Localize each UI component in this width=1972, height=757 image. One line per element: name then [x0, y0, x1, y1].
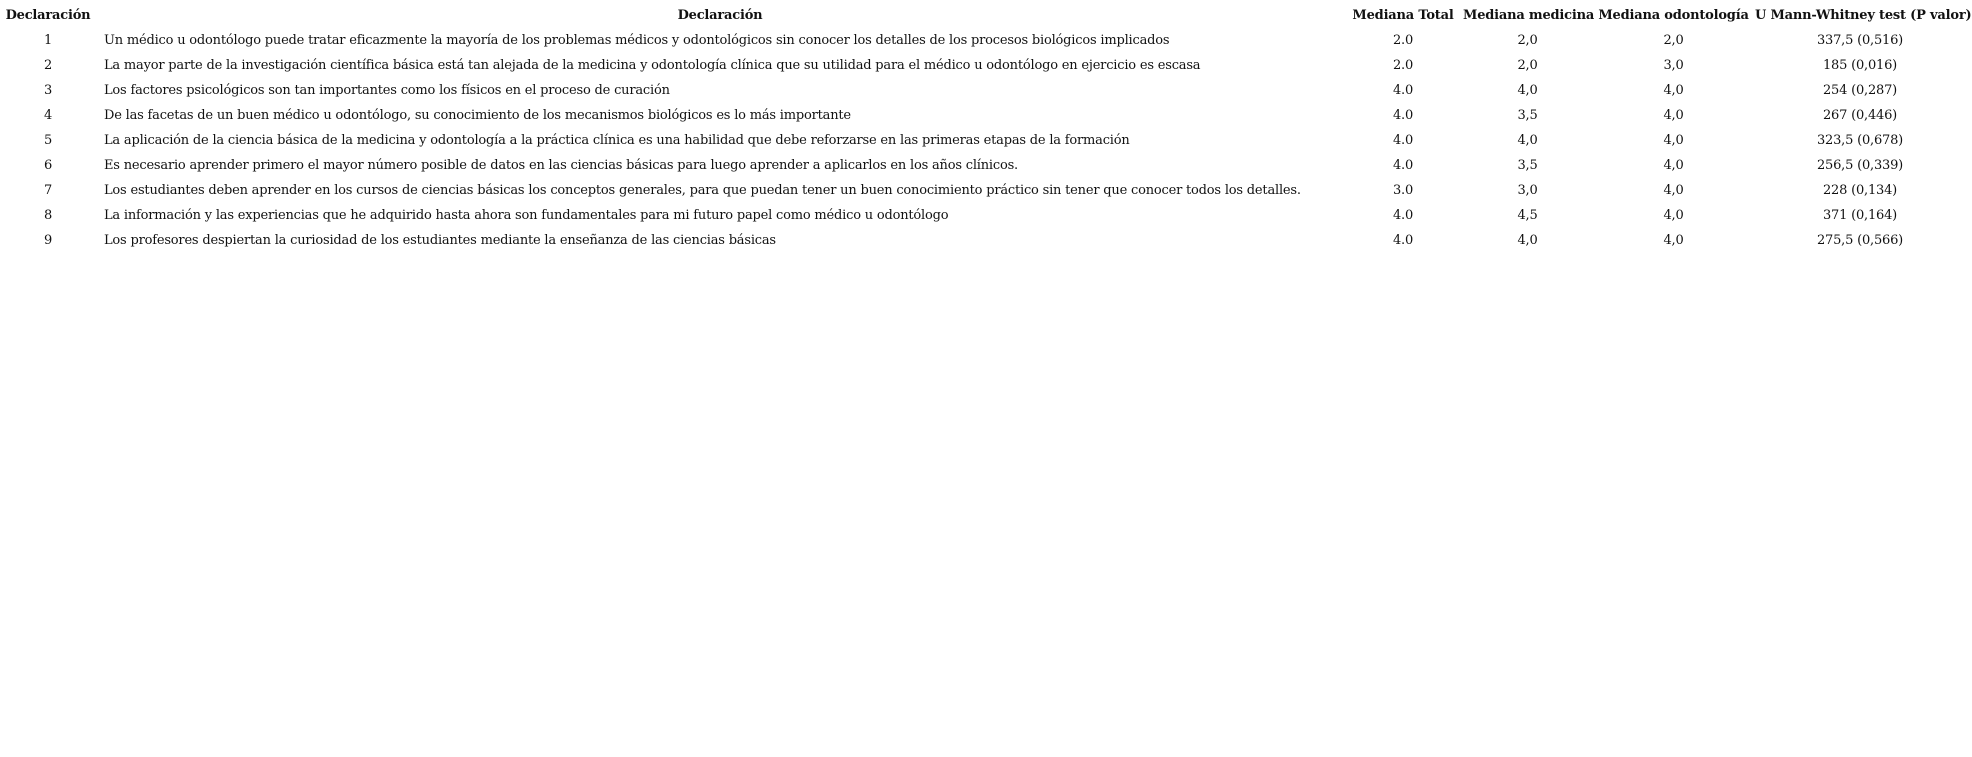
row-median-medicine: 2,0 — [1517, 33, 1538, 48]
row-statement: Los factores psicológicos son tan importantes como los físicos en el proceso de curación — [104, 83, 670, 98]
row-median-dentistry: 4,0 — [1663, 183, 1684, 198]
row-median-medicine: 4,0 — [1517, 133, 1538, 148]
row-mann-whitney: 371 (0,164) — [1822, 208, 1898, 223]
row-mann-whitney: 275,5 (0,566) — [1816, 233, 1904, 248]
row-mann-whitney: 228 (0,134) — [1822, 183, 1898, 198]
row-median-medicine: 4,0 — [1517, 233, 1538, 248]
table-row — [2, 178, 1968, 203]
row-statement: Los profesores despiertan la curiosidad de los estudiantes mediante la enseñanza de las ciencias básicas — [104, 233, 776, 248]
row-median-dentistry: 4,0 — [1663, 108, 1684, 123]
table-header — [2, 6, 1972, 28]
table-row — [2, 203, 1968, 228]
row-median-dentistry: 4,0 — [1663, 233, 1684, 248]
row-median-dentistry: 2,0 — [1663, 33, 1684, 48]
row-median-dentistry: 4,0 — [1663, 208, 1684, 223]
row-number: 8 — [43, 208, 53, 223]
row-median-total: 4.0 — [1392, 108, 1414, 123]
table-body — [2, 28, 1968, 253]
row-number: 3 — [43, 83, 53, 98]
row-median-medicine: 3,5 — [1517, 108, 1538, 123]
table-row — [2, 153, 1968, 178]
table-row — [2, 53, 1968, 78]
table-row — [2, 28, 1968, 53]
row-statement: La información y las experiencias que he adquirido hasta ahora son fundamentales para mi futuro papel como médico u odontólogo — [104, 208, 949, 223]
row-median-dentistry: 4,0 — [1663, 83, 1684, 98]
header-statement: Declaración — [677, 8, 763, 23]
row-median-total: 4.0 — [1392, 158, 1414, 173]
row-median-total: 2.0 — [1392, 58, 1414, 73]
row-median-total: 4.0 — [1392, 208, 1414, 223]
header-row — [2, 6, 1968, 28]
table-row — [2, 78, 1968, 103]
row-median-dentistry: 4,0 — [1663, 133, 1684, 148]
row-median-medicine: 4,5 — [1517, 208, 1538, 223]
header-number: Declaración — [5, 8, 91, 23]
row-median-medicine: 3,5 — [1517, 158, 1538, 173]
row-median-total: 3.0 — [1392, 183, 1414, 198]
row-number: 1 — [43, 33, 53, 48]
row-number: 5 — [43, 133, 53, 148]
row-statement: De las facetas de un buen médico u odontólogo, su conocimiento de los mecanismos biológicos es lo más importante — [104, 108, 851, 123]
header-median-total: Mediana Total — [1352, 8, 1454, 23]
row-number: 9 — [43, 233, 53, 248]
row-median-total: 2.0 — [1392, 33, 1414, 48]
table-row — [2, 103, 1968, 128]
header-median-medicine: Mediana medicina — [1463, 8, 1595, 23]
row-median-total: 4.0 — [1392, 233, 1414, 248]
row-number: 4 — [43, 108, 53, 123]
table-row — [2, 128, 1968, 153]
row-statement: La mayor parte de la investigación científica básica está tan alejada de la medicina y odontología clínica que su utilidad para el médico u odontólogo en ejercicio es escasa — [104, 58, 1201, 73]
row-number: 7 — [43, 183, 53, 198]
row-mann-whitney: 254 (0,287) — [1822, 83, 1898, 98]
row-statement: Es necesario aprender primero el mayor número posible de datos en las ciencias básicas para luego aprender a aplicarlos en los años clínicos. — [104, 158, 1018, 173]
header-median-dentistry: Mediana odontología — [1598, 8, 1749, 23]
row-median-medicine: 2,0 — [1517, 58, 1538, 73]
row-statement: Los estudiantes deben aprender en los cursos de ciencias básicas los conceptos generales, para que puedan tener un buen conocimiento práctico sin tener que conocer todos los detalles. — [104, 183, 1301, 198]
row-mann-whitney: 337,5 (0,516) — [1816, 33, 1904, 48]
row-statement: Un médico u odontólogo puede tratar eficazmente la mayoría de los problemas médicos y odontológicos sin conocer los detalles de los procesos biológicos implicados — [104, 33, 1170, 48]
results-table — [2, 6, 1972, 253]
row-mann-whitney: 256,5 (0,339) — [1816, 158, 1904, 173]
row-median-medicine: 3,0 — [1517, 183, 1538, 198]
row-mann-whitney: 323,5 (0,678) — [1816, 133, 1904, 148]
row-number: 6 — [43, 158, 53, 173]
row-statement: La aplicación de la ciencia básica de la medicina y odontología a la práctica clínica es una habilidad que debe reforzarse en las primeras etapas de la formación — [104, 133, 1130, 148]
table-row — [2, 228, 1968, 253]
row-median-medicine: 4,0 — [1517, 83, 1538, 98]
row-mann-whitney: 185 (0,016) — [1822, 58, 1898, 73]
header-mann-whitney: U Mann-Whitney test (P valor) — [1755, 8, 1972, 23]
row-mann-whitney: 267 (0,446) — [1822, 108, 1898, 123]
row-median-dentistry: 4,0 — [1663, 158, 1684, 173]
row-median-total: 4.0 — [1392, 83, 1414, 98]
row-median-dentistry: 3,0 — [1663, 58, 1684, 73]
row-number: 2 — [43, 58, 53, 73]
row-median-total: 4.0 — [1392, 133, 1414, 148]
